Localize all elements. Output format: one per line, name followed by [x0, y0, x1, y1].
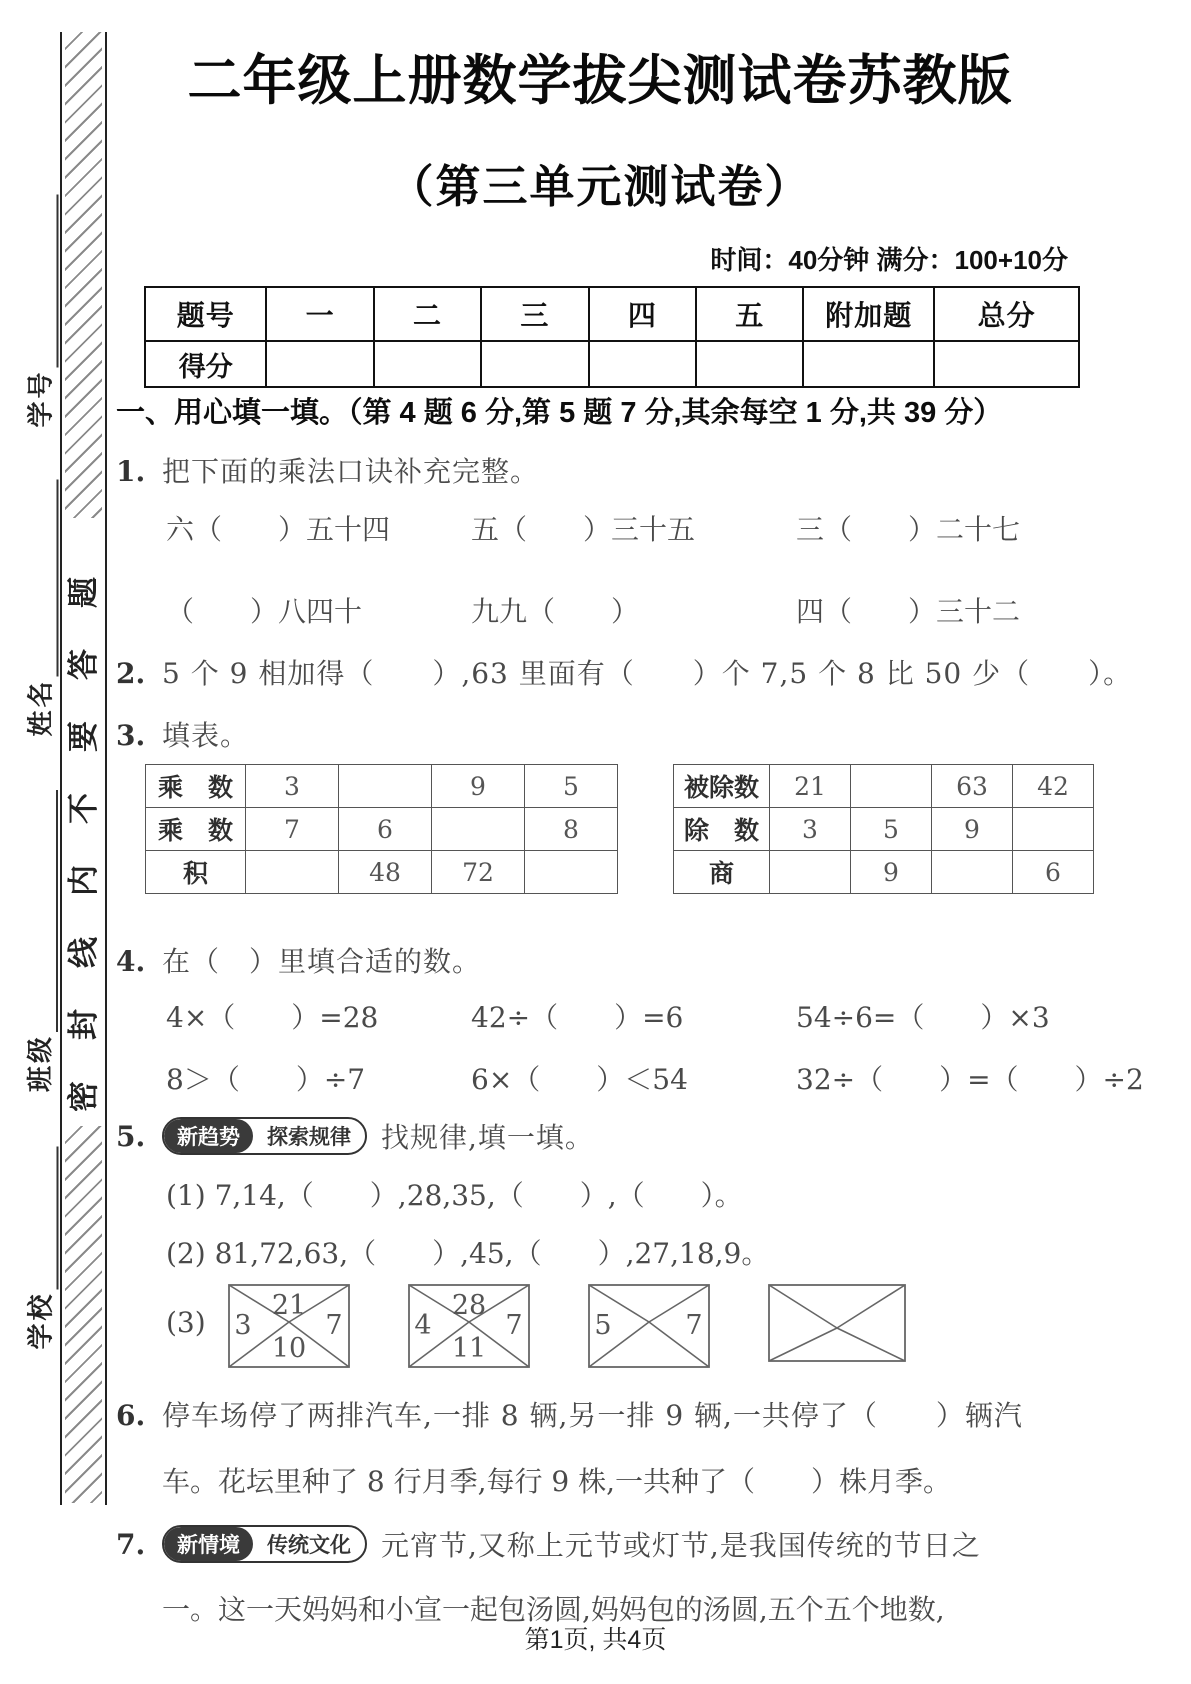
q4-equation: 8＞（ ）÷7: [166, 1063, 366, 1096]
q4-equation: 54÷6=（ ）×3: [796, 1001, 1050, 1034]
table-row: [146, 851, 618, 894]
table-cell: [851, 765, 932, 808]
table-cell: 9: [432, 765, 525, 808]
row-label: 乘 数: [146, 765, 246, 808]
table-cell: [932, 851, 1013, 894]
hatch-pattern-bottom: [65, 1126, 102, 1503]
question-4-text: 在（ ）里填合适的数。: [162, 945, 482, 978]
question-1-text: 把下面的乘法口诀补充完整。: [162, 455, 540, 488]
q1-blank-item: 九九（ ）: [471, 595, 640, 628]
score-header-cell: 五: [696, 287, 803, 341]
main-content: [116, 0, 1144, 1684]
school-blank-line: [29, 1147, 59, 1290]
table-cell: [339, 765, 432, 808]
section1-heading: 一、用心填一填。（第 4 题 6 分,第 5 题 7 分,其余每空 1 分,共 39 分）: [116, 397, 1003, 429]
score-blank-cell: [696, 341, 803, 387]
question-7-line-2: 一。这一天妈妈和小宣一起包汤圆,妈妈包的汤圆,五个五个地数,: [162, 1593, 945, 1626]
score-header-cell: 一: [266, 287, 373, 341]
table-cell: 9: [932, 808, 1013, 851]
question-5-text: 找规律,填一填。: [381, 1121, 594, 1154]
score-blank-cell: [934, 341, 1079, 387]
question-1-row-1: [166, 508, 1020, 548]
multiplication-fill-table: [145, 764, 618, 894]
question-1-number: 1.: [116, 455, 146, 488]
envelope-bottom-value: 10: [271, 1333, 307, 1364]
question-3-number: 3.: [116, 719, 146, 752]
envelope-diagram-3: [588, 1284, 710, 1368]
question-7-line-1: 元宵节,又称上元节或灯节,是我国传统的节日之: [381, 1529, 981, 1562]
table-row: [674, 765, 1094, 808]
question-3: [116, 714, 249, 754]
score-header-cell: 附加题: [803, 287, 934, 341]
score-header-cell: 总分: [934, 287, 1079, 341]
row-label: 积: [146, 851, 246, 894]
badge-new-context: 新情境: [164, 1527, 253, 1561]
score-header-cell: 三: [481, 287, 588, 341]
score-blank-cell: [481, 341, 588, 387]
question-4: [116, 940, 481, 980]
q1-blank-item: 六（ ）五十四: [166, 513, 391, 546]
badge-explore-pattern: 探索规律: [267, 1126, 351, 1149]
question-5-number: 5.: [116, 1119, 146, 1153]
question-5-sub-1: (1) 7,14,（ ）,28,35,（ ）,（ ）。: [166, 1179, 743, 1212]
hatch-pattern-top: [65, 32, 102, 518]
q1-blank-item: 四（ ）三十二: [796, 595, 1021, 628]
question-7: [116, 1524, 981, 1564]
student-id-label: 学号: [26, 369, 57, 428]
school-field: [23, 1147, 59, 1350]
table-cell: 7: [246, 808, 339, 851]
row-label: 乘 数: [146, 808, 246, 851]
q1-blank-item: （ ）八四十: [166, 595, 363, 628]
table-cell: 6: [339, 808, 432, 851]
question-7-badge: [162, 1525, 367, 1563]
score-label-cell: 得分: [145, 341, 266, 387]
table-cell: 72: [432, 851, 525, 894]
question-5: [116, 1116, 594, 1156]
table-cell: 21: [770, 765, 851, 808]
score-table-score-row: [145, 341, 1079, 387]
row-label: 商: [674, 851, 770, 894]
table-row: [674, 808, 1094, 851]
table-cell: 42: [1013, 765, 1094, 808]
table-cell: 3: [770, 808, 851, 851]
envelope-bottom-value: 11: [451, 1333, 487, 1364]
table-cell: [432, 808, 525, 851]
class-field: [22, 790, 58, 1092]
envelope-left-value: 4: [414, 1310, 432, 1341]
score-table: [144, 286, 1080, 388]
row-label: 被除数: [674, 765, 770, 808]
q1-blank-item: 五（ ）三十五: [471, 513, 696, 546]
table-cell: 9: [851, 851, 932, 894]
q4-equation: 42÷（ ）=6: [471, 1001, 684, 1034]
question-5-badge: [162, 1117, 367, 1155]
table-row: [674, 851, 1094, 894]
question-3-text: 填表。: [162, 719, 250, 752]
table-cell: [1013, 808, 1094, 851]
score-blank-cell: [803, 341, 934, 387]
score-header-cell: 二: [374, 287, 481, 341]
table-cell: 5: [525, 765, 618, 808]
q4-equation: 4×（ ）=28: [166, 1001, 379, 1034]
time-score-info: 时间：40分钟 满分：100+10分: [710, 245, 1068, 275]
table-cell: 3: [246, 765, 339, 808]
envelope-diagram-4: [768, 1284, 906, 1362]
score-header-cell: 题号: [145, 287, 266, 341]
question-2: [116, 652, 1132, 692]
question-2-number: 2.: [116, 657, 146, 690]
table-cell: 48: [339, 851, 432, 894]
name-label: 姓名: [26, 678, 57, 737]
page-footer: 第1页, 共4页: [524, 1626, 667, 1654]
question-4-row-1: [166, 996, 1050, 1036]
question-6-line-2: 车。花坛里种了 8 行月季,每行 9 株,一共种了（ ）株月季。: [162, 1465, 952, 1498]
question-2-text: 5 个 9 相加得（ ）,63 里面有（ ）个 7,5 个 8 比 50 少（ ）。: [162, 657, 1133, 690]
name-field: [23, 480, 59, 737]
envelope-left-value: 5: [594, 1310, 612, 1341]
envelope-top-value: 28: [451, 1290, 487, 1321]
row-label: 除 数: [674, 808, 770, 851]
question-6: [116, 1394, 1023, 1434]
question-6-number: 6.: [116, 1399, 146, 1432]
question-6-line-1: 停车场停了两排汽车,一排 8 辆,另一排 9 辆,一共停了（ ）辆汽: [162, 1399, 1023, 1432]
question-4-number: 4.: [116, 945, 146, 978]
q1-blank-item: 三（ ）二十七: [796, 513, 1021, 546]
badge-new-trend: 新趋势: [164, 1119, 253, 1153]
envelope-left-value: 3: [234, 1310, 252, 1341]
question-1-row-2: [166, 590, 1020, 630]
question-4-row-2: [166, 1058, 1144, 1098]
table-cell: 8: [525, 808, 618, 851]
seal-line-text: 密封线内不要答题: [66, 536, 102, 1112]
envelope-top-value: 21: [271, 1290, 307, 1321]
q4-equation: 6×（ ）＜54: [471, 1063, 688, 1096]
envelope-right-value: 7: [685, 1310, 703, 1341]
question-7-number: 7.: [116, 1527, 146, 1561]
student-id-field: [23, 195, 59, 428]
table-row: [146, 765, 618, 808]
table-cell: [770, 851, 851, 894]
score-blank-cell: [589, 341, 696, 387]
question-1: [116, 450, 539, 490]
q4-equation: 32÷（ ）=（ ）÷2: [796, 1063, 1144, 1096]
question-5-sub-3: [166, 1284, 964, 1368]
envelope-diagram-1: [228, 1284, 350, 1368]
question-5-sub-2: (2) 81,72,63,（ ）,45,（ ）,27,18,9。: [166, 1237, 770, 1270]
table-cell: 5: [851, 808, 932, 851]
student-id-blank-line: [29, 195, 59, 368]
envelope-diagram-2: [408, 1284, 530, 1368]
division-fill-table: [673, 764, 1094, 894]
envelope-right-value: 7: [505, 1310, 523, 1341]
paper-subtitle: （第三单元测试卷）: [388, 161, 812, 212]
score-header-cell: 四: [589, 287, 696, 341]
badge-traditional-culture: 传统文化: [267, 1534, 351, 1557]
score-table-header-row: [145, 287, 1079, 341]
envelope-right-value: 7: [325, 1310, 343, 1341]
table-cell: 63: [932, 765, 1013, 808]
class-blank-line: [28, 790, 58, 1032]
table-cell: [246, 851, 339, 894]
table-cell: 6: [1013, 851, 1094, 894]
question-5-sub-3-label: (3): [166, 1306, 206, 1339]
score-blank-cell: [374, 341, 481, 387]
table-row: [146, 808, 618, 851]
name-blank-line: [29, 480, 59, 677]
paper-title: 二年级上册数学拔尖测试卷苏教版: [187, 51, 1013, 111]
table-cell: [525, 851, 618, 894]
class-label: 班级: [26, 1033, 56, 1092]
score-blank-cell: [266, 341, 373, 387]
school-label: 学校: [26, 1291, 57, 1350]
